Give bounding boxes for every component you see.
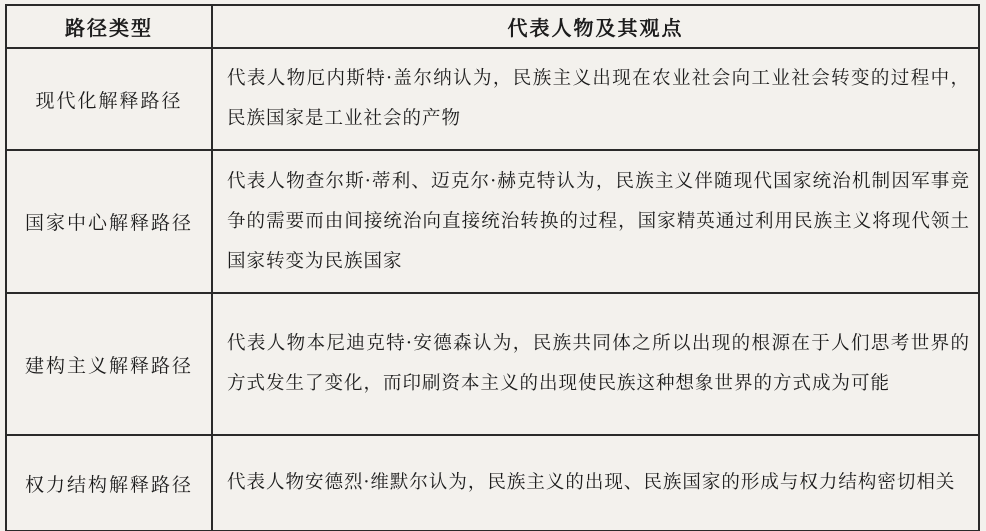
header-representatives: 代表人物及其观点 <box>212 5 979 48</box>
path-type-cell: 建构主义解释路径 <box>6 293 212 435</box>
viewpoint-cell: 代表人物查尔斯·蒂利、迈克尔·赫克特认为，民族主义伴随现代国家统治机制因军事竞争的需要而由间接统治向直接统治转换的过程，国家精英通过利用民族主义将现代领土国家转变为民族国家 <box>212 150 979 293</box>
path-type-cell: 现代化解释路径 <box>6 48 212 150</box>
table-row <box>6 293 979 435</box>
path-type-cell: 权力结构解释路径 <box>6 435 212 531</box>
table-header-row <box>6 5 979 48</box>
comparison-table <box>5 4 980 531</box>
viewpoint-cell: 代表人物本尼迪克特·安德森认为，民族共同体之所以出现的根源在于人们思考世界的方式发生了变化，而印刷资本主义的出现使民族这种想象世界的方式成为可能 <box>212 293 979 435</box>
viewpoint-cell: 代表人物厄内斯特·盖尔纳认为，民族主义出现在农业社会向工业社会转变的过程中，民族国家是工业社会的产物 <box>212 48 979 150</box>
table-row <box>6 48 979 150</box>
table-row <box>6 435 979 531</box>
header-path-type: 路径类型 <box>6 5 212 48</box>
viewpoint-cell: 代表人物安德烈·维默尔认为，民族主义的出现、民族国家的形成与权力结构密切相关 <box>212 435 979 531</box>
path-type-cell: 国家中心解释路径 <box>6 150 212 293</box>
table-row <box>6 150 979 293</box>
